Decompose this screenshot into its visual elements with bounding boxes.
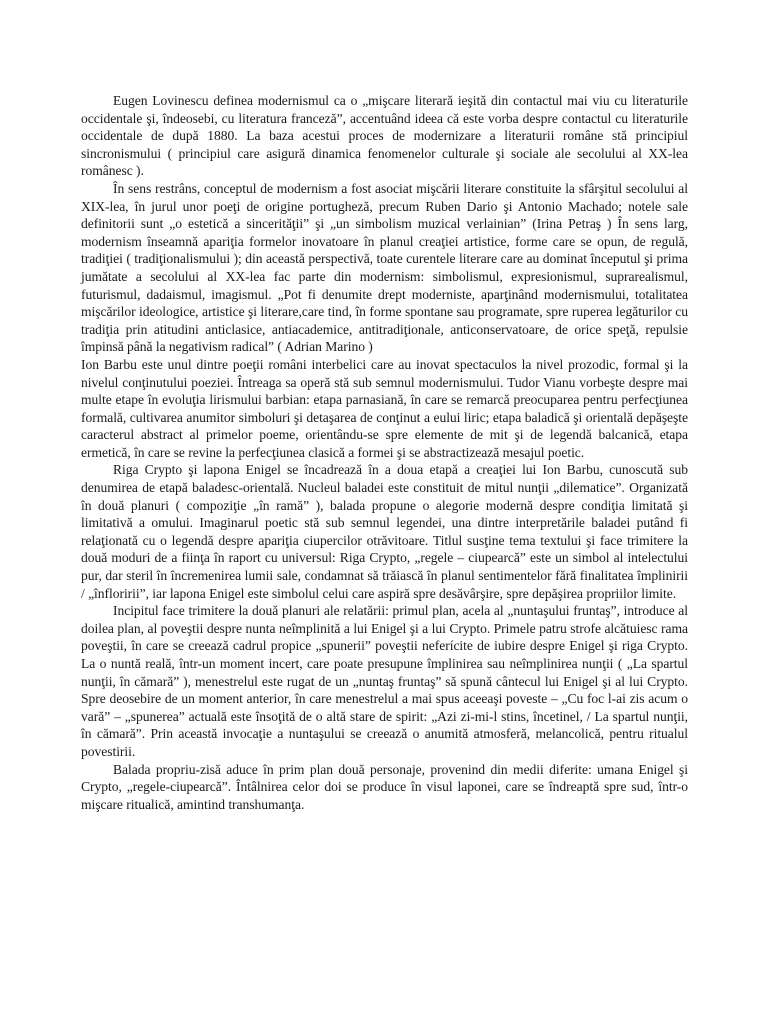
paragraph-ballad-characters: Balada propriu-zisă aduce în prim plan două personaje, provenind din medii diferite: umana Enigel şi Crypto, „regele-ciupearcă”. Întâlnirea celor doi se produce în visul laponei, care se îndreaptă spre sud, într-o mişcare ritualică, amintind transhumanţa. [81,761,688,812]
paragraph-riga-crypto-intro: Riga Crypto şi lapona Enigel se încadrează în a doua etapă a creaţiei lui Ion Barbu, cunoscută sub denumirea de etapă baladesc-orientală. Nucleul baladei este constituit de mitul nunţii „dilematice”. Organizată în două planuri ( compoziţie „în ramă” ), balada propune o alegorie modernă despre condiţia limitată şi limitativă a omului. Imaginarul poetic stă sub semnul legendei, una dintre interpretările baladei putând fi relaţionată cu o legendă despre apariţia ciupercilor otrăvitoare. Titlul susţine tema textului şi face trimitere la două moduri de a fiinţa în raport cu universul: Riga Crypto, „regele – ciupearcă” este un simbol al intelectului pur, dar steril în încremenirea lumii sale, condamnat să trăiască în planul sentimentelor fără finalitatea împlinirii / „înfloririi”, iar lapona Enigel este simbolul celui care aspiră spre desăvârşire, spre depăşirea propriilor limite. [81,462,688,601]
paragraph-modernism-senses: În sens restrâns, conceptul de modernism a fost asociat mişcării literare constituite la sfârşitul secolului al XIX-lea, în jurul unor poeţi de origine portugheză, precum Ruben Dario şi Antonio Machado; notele sale definitorii sunt „o estetică a sincerităţii” şi „un simbolism muzical verlainian” (Irina Petraş ) În sens larg, modernism înseamnă apariţia formelor inovatoare în planul creaţiei artistice, forme care se opun, de regulă, tradiţiei ( tradiţionalismului ); din această perspectivă, toate curentele literare care au dominat începutul şi prima jumătate a secolului al XX-lea fac parte din modernism: simbolismul, expresionismul, suprarealismul, futurismul, dadaismul, imagismul. „Pot fi denumite drept moderniste, aparţinând modernismului, totalitatea mişcărilor ideologice, artistice şi literare,care tind, în forme spontane sau programate, spre ruperea legăturilor cu tradiţia prin atitudini anticlasice, antiacademice, antitradiţionale, anticonservatoare, de orice speţă, repulsie împinsă până la negativism radical” ( Adrian Marino ) [81,180,688,355]
paragraph-incipit: Incipitul face trimitere la două planuri ale relatării: primul plan, acela al „nuntaşului fruntaş”, introduce al doilea plan, al poveştii despre nunta neîmplinită a lui Enigel şi a lui Crypto. Primele patru strofe alcătuiesc rama poveştii, în care se creează cadrul propice „spunerii” poveştii neferícite de iubire despre Enigel şi riga Crypto. La o nuntă reală, într-un moment incert, care poate presupune împlinirea sau neîmplinirea nunţii ( „La spartul nunţii, în cămară” ), menestrelul este rugat de un „nuntaş fruntaş” să spună cântecul lui Enigel şi al lui Crypto. Spre deosebire de un moment anterior, în care menestrelul a mai spus aceeaşi poveste – „Cu foc l-ai zis acum o vară” – „spunerea” actuală este însoţită de o altă stare de spirit: „Azi zi-mi-l stins, încetinel, / La spartul nunţii, în cămară”. Prin această invocaţie a nuntaşului se creează o anumită atmosferă, melancolică, pentru ritualul povestirii. [81,603,688,759]
paragraph-lovinescu-definition: Eugen Lovinescu definea modernismul ca o „mişcare literară ieşită din contactul mai viu cu literaturile occidentale şi, îndeosebi, cu literatura franceză”, accentuând ideea că este vorba despre contactul cu literaturile occidentale de după 1880. La baza acestui proces de modernizare a literaturii române stă principiul sincronismului ( principiul care asigură dinamica fenomenelor culturale şi sociale ale secolului al XX-lea românesc ). [81,93,688,179]
paragraph-ion-barbu-stages: Ion Barbu este unul dintre poeţii români interbelici care au inovat spectaculos la nivel prozodic, formal şi la nivelul conţinutului poeziei. Întreaga sa operă stă sub semnul modernismului. Tudor Vianu vorbeşte despre mai multe etape în evoluţia lirismului barbian: etapa parnasiană, în care se remarcă preocuparea pentru perfecţiunea formală, cultivarea anumitor simboluri şi detaşarea de conţinut a eului liric; etapa baladică şi orientală depăşeşte caracterul abstract al primelor poeme, orientându-se spre elemente de mit şi de legendă balcanică, etapa ermetică, în care se revine la perfecţiunea clasică a formei şi se abstractizează mesajul poetic. [81,356,688,460]
